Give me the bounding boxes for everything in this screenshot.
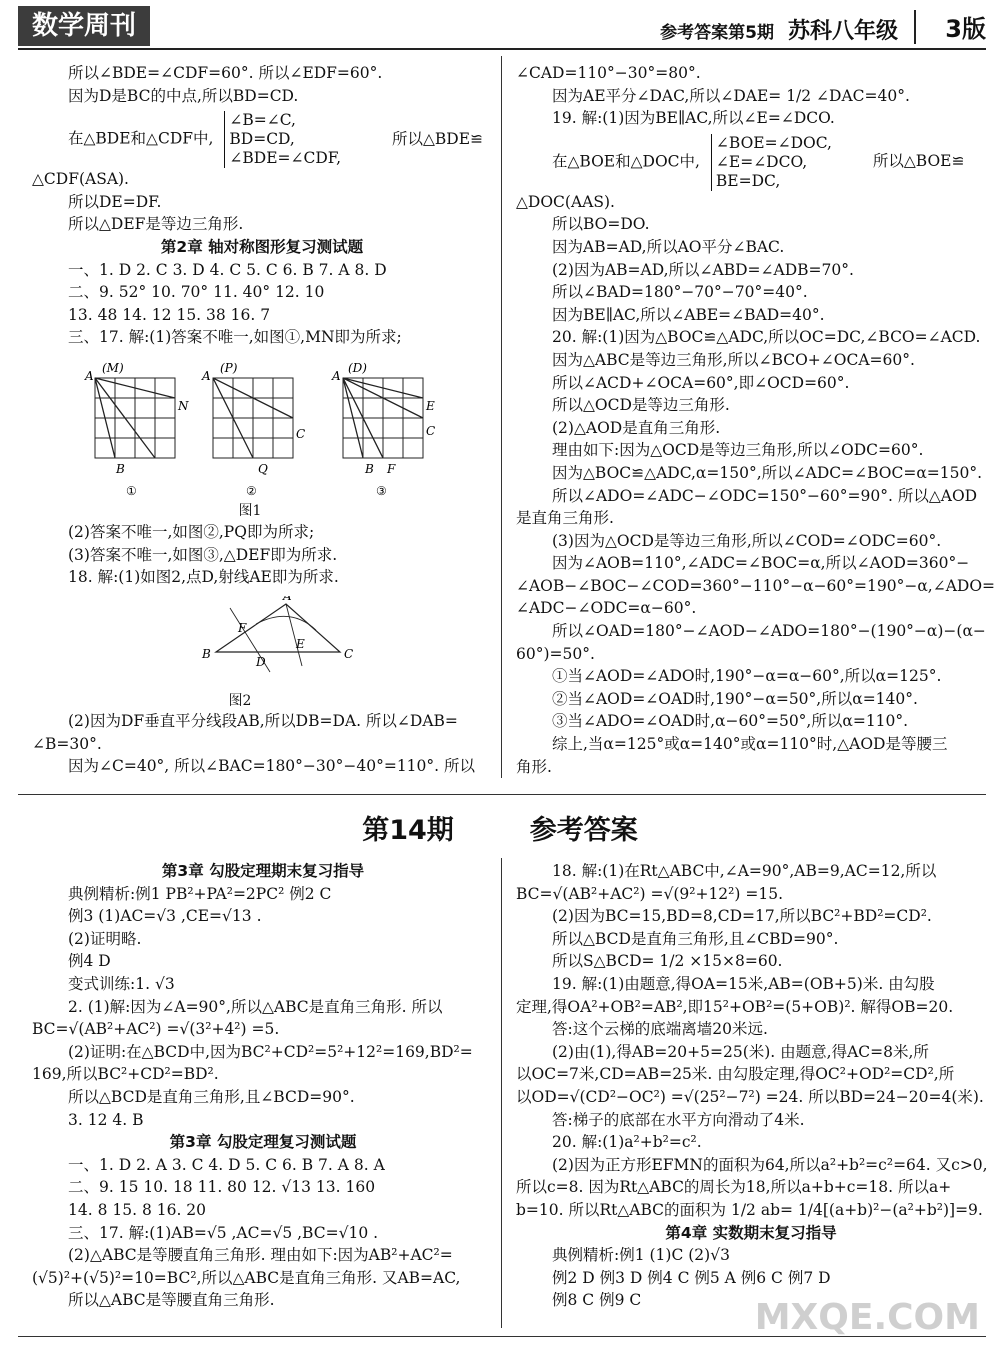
fig-label: F — [387, 462, 396, 476]
fig-label: A — [202, 369, 211, 383]
condition: BD=CD, — [229, 130, 295, 149]
issue-info — [660, 14, 898, 45]
fig-label: E — [426, 399, 435, 413]
fig-label: E — [296, 637, 305, 651]
fig-label: (P) — [220, 361, 238, 375]
text-line: 所以∠ADO=∠ADC−∠ODC=150°−60°=90°. 所以△AOD — [552, 486, 978, 505]
condition: BE=DC, — [715, 171, 781, 190]
text-line: (2)由(1),得AB=20+5=25(米). 由题意,得AC=8米,所 — [552, 1042, 929, 1061]
text-line: 所以BO=DO. — [552, 215, 650, 234]
text-line: 所以c=8. 因为Rt△ABC的周长为18,所以a+b+c=18. 所以a+ — [516, 1178, 952, 1197]
text-line: 定理,得OA²+OB²=AB²,即15²+OB²=(5+OB)². 解得OB=20. — [516, 997, 954, 1016]
text-line: ①当∠AOD=∠ADO时,190°−α=α−60°,所以α=125°. — [552, 667, 942, 686]
text-line — [516, 134, 986, 191]
text-line: (√5)²+(√5)²=10=BC²,所以△ABC是直角三角形. 又AB=AC, — [32, 1268, 461, 1287]
fig-label: (M) — [102, 361, 124, 375]
fig-label: C — [426, 424, 436, 438]
text-line: 是直角三角形. — [516, 509, 614, 528]
text-line: 理由如下:因为△OCD是等边三角形,所以∠ODC=60°. — [552, 441, 924, 460]
text-line: 所以∠BDE=∠CDF=60°. 所以∠EDF=60°. — [68, 64, 383, 82]
text-line: 所以△DEF是等边三角形. — [68, 215, 244, 234]
text-line: (2)因为BC=15,BD=8,CD=17,所以BC²+BD²=CD². — [552, 907, 932, 926]
text-line: 所以∠BAD=180°−70°−70°=40°. — [552, 283, 808, 302]
answers-label: 参考答案 — [529, 815, 638, 846]
right-column-lower — [516, 860, 986, 1312]
text-line — [32, 111, 492, 168]
fig-label: A — [85, 369, 94, 383]
left-column-lower — [32, 860, 494, 1312]
text-line: △DOC(AAS). — [516, 192, 615, 211]
condition: ∠BDE=∠CDF, — [229, 149, 342, 168]
text-line: BC=√(AB²+AC²) =√(9²+12²) =15. — [516, 884, 783, 903]
text-line: 19. 解:(1)由题意,得OA=15米,AB=(OB+5)米. 由勾股 — [552, 974, 935, 993]
chapter-heading: 第2章 轴对称图形复习测试题 — [160, 237, 364, 256]
text-line: ②当∠AOD=∠OAD时,190°−α=50°,所以α=140°. — [552, 689, 918, 708]
fig-label: B — [202, 647, 211, 661]
text-line: (2)因为正方形EFMN的面积为64,所以a²+b²=c²=64. 又c>0, — [552, 1155, 988, 1174]
text-line: (2)因为AB=AD,所以∠ABD=∠ADB=70°. — [552, 260, 854, 279]
figure-2-caption: 图2 — [228, 693, 252, 709]
text-line: ∠ADC−∠ODC=α−60°. — [516, 599, 697, 618]
text-line: 所以S△BCD= 1/2 ×15×8=60. — [552, 952, 783, 971]
left-column-mid — [32, 521, 492, 589]
fig-label: Q — [258, 462, 268, 476]
fig-label: F — [238, 621, 247, 635]
figure-2 — [200, 596, 360, 686]
right-column-top — [516, 62, 996, 778]
text-line: 所以DE=DF. — [68, 192, 162, 211]
grade-label: 苏科八年级 — [787, 19, 898, 44]
text-line: (2)答案不唯一,如图②,PQ即为所求; — [68, 523, 315, 541]
section-title — [0, 808, 1000, 847]
edition-label: 3版 — [945, 15, 986, 43]
text-fragment: 在△BOE和△DOC中, — [552, 152, 700, 171]
text-line: (3)因为△OCD是等边三角形,所以∠COD=∠ODC=60°. — [552, 531, 942, 550]
text-line: 因为BE∥AC,所以∠ABE=∠BAD=40°. — [552, 305, 825, 324]
figure-2-triangle — [200, 596, 360, 682]
text-line: 答:这个云梯的底端离墙20米远. — [552, 1020, 768, 1039]
left-column-top — [32, 62, 492, 349]
fig-label: C — [344, 647, 354, 661]
text-line: ∠AOB−∠BOC−∠COD=360°−110°−α−60°=190°−α,∠ADO= — [516, 576, 996, 595]
text-fragment: 在△BDE和△CDF中, — [68, 129, 214, 148]
text-line: 二、9. 15 10. 18 11. 80 12. √13 13. 160 — [68, 1178, 376, 1197]
fig-label: C — [296, 427, 306, 441]
header-divider — [914, 10, 916, 44]
text-line: 因为D是BC的中点,所以BD=CD. — [68, 86, 299, 105]
left-column-bottom — [32, 710, 494, 778]
text-line: 所以∠OAD=180°−∠AOD−∠ADO=180°−(190°−α)−(α− — [552, 622, 986, 641]
text-line: 角形. — [516, 757, 552, 776]
text-line: 三、17. 解:(1)答案不唯一,如图①,MN即为所求; — [68, 328, 402, 347]
chapter-heading: 第3章 勾股定理期末复习指导 — [161, 862, 365, 880]
text-line: △CDF(ASA). — [32, 170, 129, 189]
figure-1-caption: 图1 — [238, 503, 262, 519]
text-line: 因为AB=AD,所以AO平分∠BAC. — [552, 237, 785, 256]
figure-1-grids — [80, 360, 460, 500]
condition: ∠BOE=∠DOC, — [715, 133, 832, 152]
text-line: b=10. 所以Rt△ABC的面积为 1/2 ab= 1/4[(a+b)²−(a²+b²)]=9. — [516, 1200, 983, 1219]
text-line: 综上,当α=125°或α=140°或α=110°时,△AOD是等腰三 — [552, 735, 948, 754]
text-line: 所以△BCD是直角三角形,且∠BCD=90°. — [68, 1087, 355, 1106]
fig-label: A — [283, 596, 292, 603]
text-line: 20. 解:(1)a²+b²=c². — [552, 1133, 702, 1152]
text-line: 因为∠C=40°, 所以∠BAC=180°−30°−40°=110°. 所以 — [68, 757, 476, 776]
text-line: 例8 C 例9 C — [552, 1291, 642, 1310]
text-line: 所以△ABC是等腰直角三角形. — [68, 1291, 275, 1310]
text-line: 因为∠AOB=110°,∠ADC=∠BOC=α,所以∠AOD=360°− — [552, 554, 970, 573]
page-header — [18, 6, 986, 50]
condition: ∠E=∠DCO, — [715, 152, 808, 171]
fig-label: ② — [246, 484, 257, 498]
fig-label: ① — [126, 484, 137, 498]
text-line: (2)证明:在△BCD中,因为BC²+CD²=5²+12²=169,BD²= — [68, 1042, 473, 1061]
text-line: 典例精析:例1 PB²+PA²=2PC² 例2 C — [68, 884, 332, 903]
text-line: 例3 (1)AC=√3 ,CE=√13 . — [68, 907, 262, 926]
text-line: (3)答案不唯一,如图③,△DEF即为所求. — [68, 545, 338, 564]
fig-label: ③ — [376, 484, 387, 498]
text-line: 答:梯子的底部在水平方向滑动了4米. — [552, 1110, 805, 1129]
text-line: 3. 12 4. B — [68, 1110, 144, 1129]
text-line: 以OC=7米,CD=AB=25米. 由勾股定理,得OC²+OD²=CD²,所 — [516, 1065, 955, 1084]
issue-number: 第14期 — [362, 815, 454, 846]
text-line: 一、1. D 2. C 3. D 4. C 5. C 6. B 7. A 8. D — [68, 260, 387, 279]
text-line: BC=√(AB²+AC²) =√(3²+4²) =5. — [32, 1020, 280, 1039]
text-line: (2)因为DF垂直平分线段AB,所以DB=DA. 所以∠DAB= — [68, 712, 458, 730]
fig-label: (D) — [348, 361, 367, 375]
text-line: 所以△BCD是直角三角形,且∠CBD=90°. — [552, 929, 839, 948]
text-line: 20. 解:(1)因为△BOC≌△ADC,所以OC=DC,∠BCO=∠ACD. — [552, 328, 981, 347]
watermark: MXQE.COM — [754, 1297, 980, 1338]
text-line: (2)△AOD是直角三角形. — [552, 418, 721, 437]
text-line: 以OD=√(CD²−OC²) =√(25²−7²) =24. 所以BD=24−20=4(米). — [516, 1087, 984, 1106]
fig-label: A — [332, 369, 341, 383]
issue-label: 参考答案第5期 — [660, 23, 774, 43]
masthead: 数学周刊 — [18, 6, 150, 46]
text-line: 变式训练:1. √3 — [68, 974, 175, 993]
equation-system — [224, 111, 341, 168]
fig-label: N — [178, 399, 189, 413]
text-fragment: 所以△BOE≌ — [872, 152, 965, 171]
text-line: 14. 8 15. 8 16. 20 — [68, 1200, 207, 1219]
equation-system — [711, 134, 832, 191]
fig-label: D — [256, 655, 266, 669]
fig-label: B — [365, 462, 374, 476]
text-line: ③当∠ADO=∠OAD时,α−60°=50°,所以α=110°. — [552, 712, 909, 731]
text-line: 2. (1)解:因为∠A=90°,所以△ABC是直角三角形. 所以 — [68, 997, 443, 1016]
condition: ∠B=∠C, — [229, 111, 296, 130]
chapter-heading: 第3章 勾股定理复习测试题 — [169, 1133, 357, 1152]
text-line: 因为△ABC是等边三角形,所以∠BCO+∠OCA=60°. — [552, 350, 915, 369]
section-rule — [18, 794, 986, 795]
text-line: ∠B=30°. — [32, 734, 102, 753]
text-line: 因为AE平分∠DAC,所以∠DAE= 1/2 ∠DAC=40°. — [552, 86, 910, 105]
column-divider-top — [501, 56, 502, 778]
text-line: 三、17. 解:(1)AB=√5 ,AC=√5 ,BC=√10 . — [68, 1223, 379, 1242]
chapter-heading: 第4章 实数期末复习指导 — [665, 1223, 837, 1242]
text-line: 所以△OCD是等边三角形. — [552, 396, 730, 415]
text-line: 18. 解:(1)在Rt△ABC中,∠A=90°,AB=9,AC=12,所以 — [552, 862, 937, 880]
text-line: ∠CAD=110°−30°=80°. — [516, 64, 701, 82]
text-line: 19. 解:(1)因为BE∥AC,所以∠E=∠DCO. — [552, 109, 835, 128]
text-line: (2)证明略. — [68, 929, 142, 948]
text-fragment: 所以△BDE≌ — [391, 129, 484, 148]
text-line: 典例精析:例1 (1)C (2)√3 — [552, 1246, 730, 1265]
text-line: 169,所以BC²+CD²=BD². — [32, 1065, 219, 1084]
text-line: 18. 解:(1)如图2,点D,射线AE即为所求. — [68, 568, 339, 587]
figure-1 — [80, 360, 460, 500]
column-divider-bottom — [501, 858, 502, 1328]
text-line: 因为△BOC≌△ADC,α=150°,所以∠ADC=∠BOC=α=150°. — [552, 463, 983, 482]
text-line: 13. 48 14. 12 15. 38 16. 7 — [68, 305, 271, 324]
text-line: 所以∠ACD+∠OCA=60°,即∠OCD=60°. — [552, 373, 850, 392]
text-line: (2)△ABC是等腰直角三角形. 理由如下:因为AB²+AC²= — [68, 1246, 453, 1265]
text-line: 一、1. D 2. A 3. C 4. D 5. C 6. B 7. A 8. A — [68, 1155, 385, 1174]
text-line: 例4 D — [68, 952, 111, 971]
text-line: 二、9. 52° 10. 70° 11. 40° 12. 10 — [68, 283, 325, 302]
text-line: 60°)=50°. — [516, 644, 595, 663]
text-line: 例2 D 例3 D 例4 C 例5 A 例6 C 例7 D — [552, 1268, 831, 1287]
fig-label: B — [116, 462, 125, 476]
